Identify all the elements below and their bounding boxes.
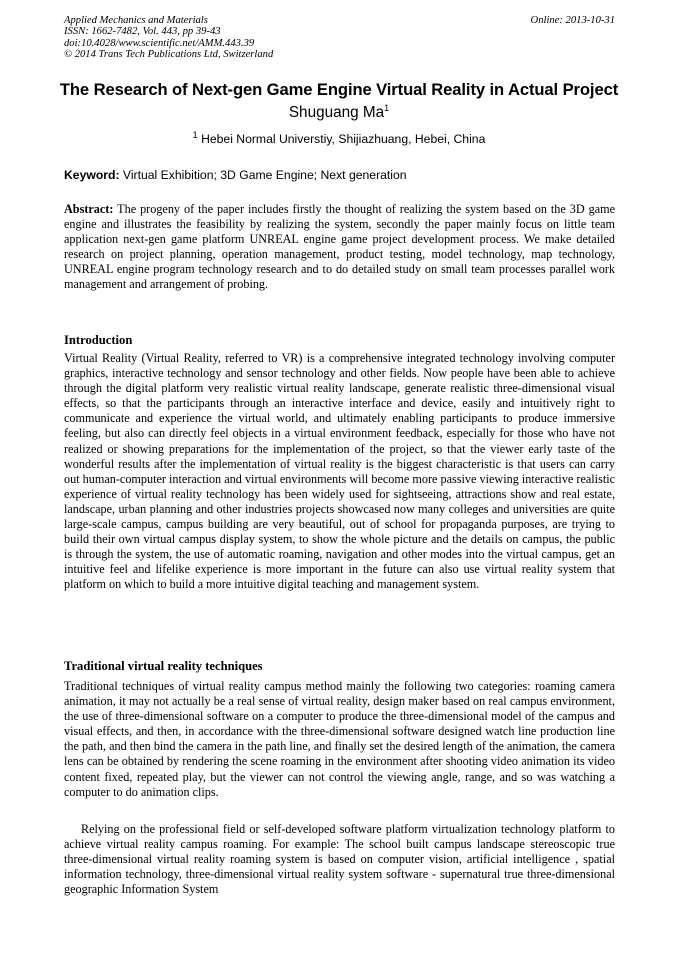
author-name: Shuguang Ma (288, 104, 385, 121)
affiliation-line (0, 131, 678, 147)
author-superscript: 1 (384, 102, 390, 113)
introduction-paragraph: Virtual Reality (Virtual Reality, referred to VR) is a comprehensive integrated technology involving computer graphics, interactive technology and sensor technology and other fields. Now people have been able to achieve through the digital platform very realistic virtual reality landscape, generate realistic three-dimensional visual effects, so that the participants through an interactive interface and device, easily and intuitively right to communicate and experience the virtual world, and ultimately enabling participants to produce immersive feeling, but also can directly feel objects in a virtual environment feedback, especially for those who have not realized or showing preparations for the implementation of the project, so that the viewer early taste of the wonderful results after the implementation of virtual reality is the biggest characteristic is that users can carry out human-computer interaction and virtual environments will become more passive viewing interactive realistic experience of virtual reality technology has been widely used for sightseeing, attractions show and real estate, landscape, urban planning and other industries projects showcased now many colleges and universities are quite large-scale campus, campus building are very beautiful, out of school for propaganda purposes, are trying to build their own virtual campus display system, to show the whole picture and the details on campus, the public is through the system, the use of automatic roaming, navigation and other modes into the virtual campus, get an intuitive feel and lifelike experience is more important in the future can also use virtual reality system that platform on which to build a more intuitive digital teaching and management system. (64, 351, 615, 592)
traditional-paragraph-2: Relying on the professional field or self-developed software platform virtualization technology platform to achieve virtual reality campus roaming. For example: The school built campus landscape stereoscopic true three-dimensional virtual reality roaming system is based on computer vision, artificial intelligence , spatial information technology, three-dimensional virtual reality system software - supernatural true three-dimensional geographic Information System (64, 822, 615, 897)
journal-name: Applied Mechanics and Materials (64, 15, 208, 26)
abstract-paragraph (64, 202, 615, 293)
online-date: Online: 2013-10-31 (530, 15, 615, 26)
affiliation-text: Hebei Normal Universtiy, Shijiazhuang, Hebei, China (201, 132, 486, 146)
paper-title: The Research of Next-gen Game Engine Virtual Reality in Actual Project (59, 80, 619, 99)
keyword-text: Virtual Exhibition; 3D Game Engine; Next generation (122, 168, 407, 182)
traditional-heading: Traditional virtual reality techniques (64, 659, 263, 673)
issn-line: ISSN: 1662-7482, Vol. 443, pp 39-43 (64, 26, 221, 38)
abstract-text: The progeny of the paper includes firstly the thought of realizing the system based on the 3D game engine and illustrates the feasibility by realizing the system, secondly the paper mainly focus on little team application next-gen game platform UNREAL engine game project development process. We make detailed research on project planning, operation management, product testing, model technology, map technology, UNREAL engine program technology research and to do detailed study on small team processes parallel work management and arrangement of probing. (64, 202, 615, 292)
affiliation-superscript: 1 (192, 129, 198, 140)
abstract-label: Abstract: (64, 202, 114, 216)
introduction-heading: Introduction (64, 333, 133, 347)
keyword-line (64, 167, 615, 183)
author-line (0, 104, 678, 122)
copyright-line: © 2014 Trans Tech Publications Ltd, Switzerland (64, 49, 274, 61)
journal-header (64, 15, 615, 61)
traditional-paragraph-1: Traditional techniques of virtual reality campus method mainly the following two categories: roaming camera animation, it may not actually be a real sense of virtual reality, design maker based on real campus environment, the use of three-dimensional software on a computer to produce the three-dimensional model of the campus and visual effects, and then, in accordance with the three-dimensional software designed watch line production line the path, and then bind the camera in the path line, and finally set the desired length of the animation, the camera lens can be obtained by rendering the scene roaming in the environment after shooting video animation its video content fixed, repeated play, but the viewer can not control the viewing angle, range, and so was watching a computer to do animation clips. (64, 679, 615, 799)
keyword-label: Keyword: (64, 168, 120, 182)
doi-line: doi:10.4028/www.scientific.net/AMM.443.39 (64, 37, 255, 49)
